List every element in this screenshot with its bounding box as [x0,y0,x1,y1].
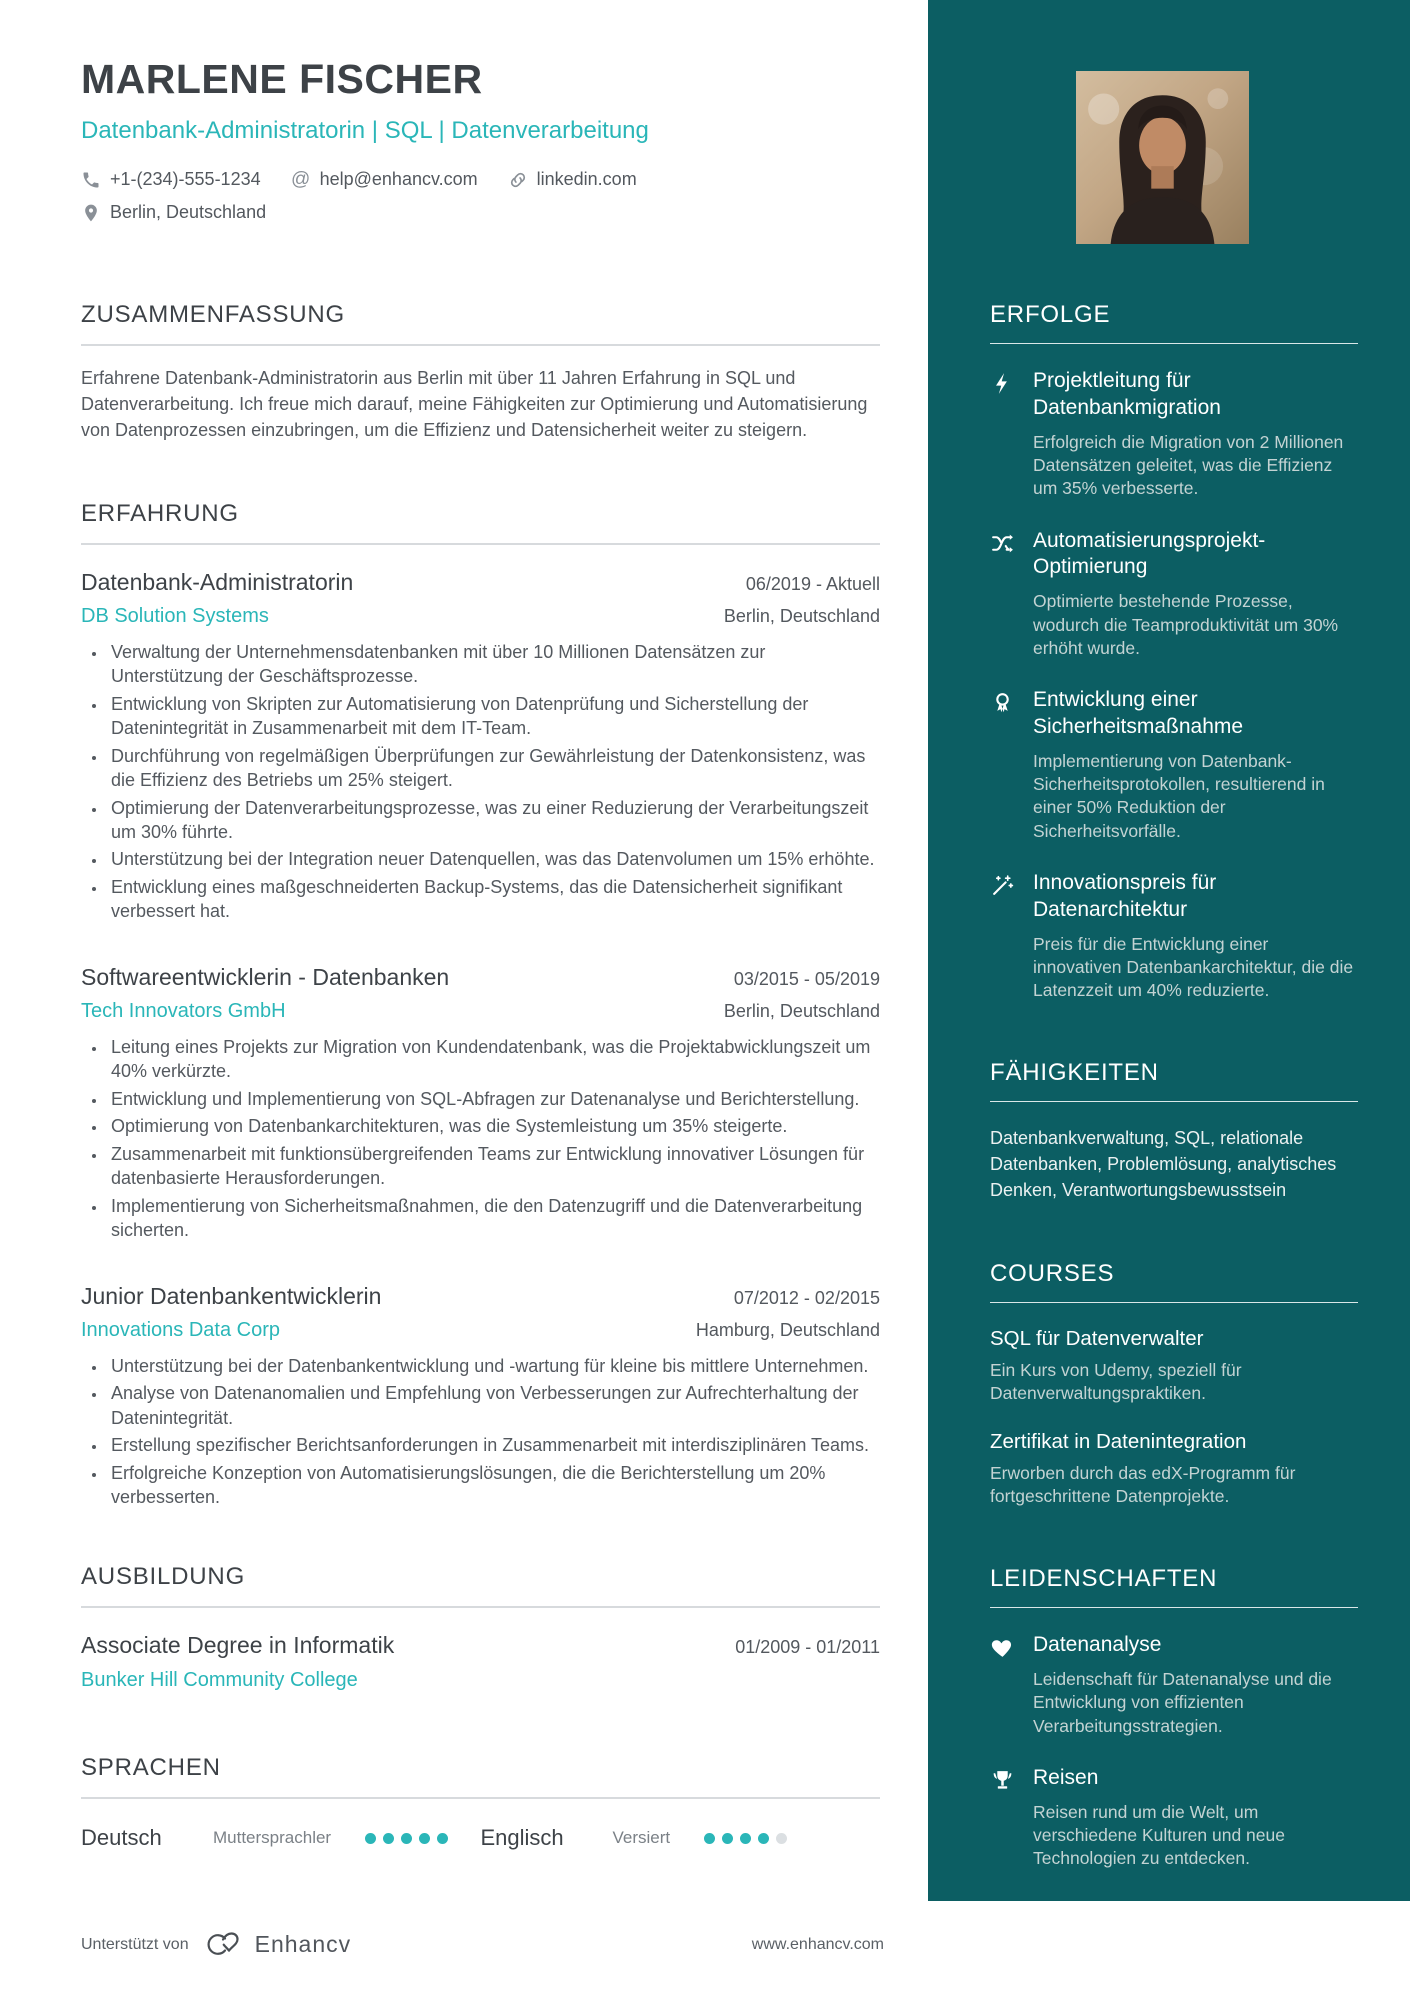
job-bullet: • Optimierung der Datenverarbeitungsprozesse, was zu einer Reduzierung der Verarbeitungszeit um 30% führte. [107,796,880,845]
job-entry [81,569,880,924]
job-bullets [81,640,880,924]
rating-dot [383,1833,394,1844]
job-title: Junior Datenbankentwicklerin [81,1282,382,1309]
link-value[interactable]: linkedin.com [536,169,637,189]
education-heading: AUSBILDUNG [81,1563,880,1608]
rating-dot [722,1833,733,1844]
contact-row [81,169,880,190]
passion-item [990,1765,1358,1871]
location-row [81,202,880,223]
job-bullet: • Optimierung von Datenbankarchitekturen, was die Systemleistung um 35% steigerte. [107,1114,880,1138]
language-level: Muttersprachler [213,1828,332,1848]
job-dates: 07/2012 - 02/2015 [733,1287,880,1308]
enhancv-logo-icon[interactable] [201,1931,243,1958]
skills-text: Datenbankverwaltung, SQL, relationale Datenbanken, Problemlösung, analytisches Denken, Verantwortungsbewusstsein [990,1128,1337,1200]
phone-contact [81,169,261,190]
course-item [990,1430,1358,1509]
language-name: Deutsch [81,1825,162,1851]
page-footer [0,1901,1410,1958]
achievement-text: Optimierte bestehende Prozesse, wodurch die Teamproduktivität um 30% erhöht wurde. [1033,591,1339,658]
enhancv-wordmark[interactable]: Enhancv [254,1931,352,1957]
language-item [81,1825,481,1851]
rating-dot [776,1833,787,1844]
rating-dot [704,1833,715,1844]
courses-heading: COURSES [990,1260,1358,1303]
section-experience [81,500,880,1510]
achievement-item [990,368,1358,501]
job-bullet: • Entwicklung und Implementierung von SQL-Abfragen zur Datenanalyse und Berichterstellung. [107,1087,880,1111]
section-summary [81,301,880,444]
achievement-item [990,687,1358,843]
job-location: Hamburg, Deutschland [695,1319,880,1340]
language-name: Englisch [480,1825,564,1851]
location-value: Berlin, Deutschland [110,202,267,222]
phone-icon [81,170,101,190]
powered-by-label: Unterstützt von [81,1935,189,1953]
job-bullet: • Unterstützung bei der Integration neuer Datenquellen, was das Datenvolumen um 15% erhöhte. [107,847,880,871]
website-link[interactable]: www.enhancv.com [751,1935,884,1953]
section-courses [990,1260,1358,1508]
language-rating [365,1833,448,1844]
achievement-text: Erfolgreich die Migration von 2 Millionen Datensätzen geleitet, was die Effizienz um 35% verbesserte. [1033,431,1344,499]
passion-title: Datenanalyse [1033,1633,1162,1657]
achievement-text: Implementierung von Datenbank-Sicherheitsprotokollen, resultierend in einer 50% Reduktion der Sicherheitsvorfälle. [1033,750,1325,841]
passion-text: Reisen rund um die Welt, um verschiedene Kulturen und neue Technologien zu entdecken. [1033,1801,1285,1869]
experience-heading: ERFAHRUNG [81,500,880,545]
achievement-text: Preis für die Entwicklung einer innovativen Datenbankarchitektur, die die Latenzzeit um 40% reduzierte. [1033,933,1354,1001]
job-bullets [81,1354,880,1510]
job-title: Softwareentwicklerin - Datenbanken [81,963,450,990]
job-title: Datenbank-Administratorin [81,568,354,595]
achievement-item [990,870,1358,1003]
passions-heading: LEIDENSCHAFTEN [990,1565,1358,1608]
passion-text: Leidenschaft für Datenanalyse und die Entwicklung von effizienten Verarbeitungsstrategien. [1033,1669,1332,1736]
job-bullet: • Erfolgreiche Konzeption von Automatisierungslösungen, die die Berichterstellung um 20% verbesserten. [107,1461,880,1510]
lightning-icon [990,368,1015,501]
person-name: MARLENE FISCHER [81,56,483,102]
email-value[interactable]: help@enhancv.com [319,169,478,189]
resume-header [81,56,880,223]
job-company: DB Solution Systems [81,604,269,627]
section-languages [81,1754,880,1851]
job-bullet: • Entwicklung eines maßgeschneiderten Backup-Systems, das die Datensicherheit signifikant verbessert hat. [107,875,880,924]
job-bullet: • Zusammenarbeit mit funktionsübergreifenden Teams zur Entwicklung innovativer Lösungen für datenbasierte Herausforderungen. [107,1142,880,1191]
job-company: Innovations Data Corp [81,1318,281,1341]
course-item [990,1327,1358,1406]
job-bullet: • Leitung eines Projekts zur Migration von Kundendatenbank, was die Projektabwicklungszeit um 40% verkürzte. [107,1035,880,1084]
route-icon [990,528,1015,661]
rating-dot [437,1833,448,1844]
achievement-item [990,528,1358,661]
languages-heading: SPRACHEN [81,1754,880,1799]
degree-title: Associate Degree in Informatik [81,1632,395,1659]
skills-heading: FÄHIGKEITEN [990,1059,1358,1102]
achievements-heading: ERFOLGE [990,301,1358,344]
achievement-title: Automatisierungsprojekt-Optimierung [1033,528,1266,579]
language-level: Versiert [612,1828,671,1848]
email-contact[interactable] [291,169,478,190]
rating-dot [419,1833,430,1844]
course-text: Ein Kurs von Udemy, speziell für Datenverwaltungspraktiken. [990,1360,1242,1404]
rating-dot [740,1833,751,1844]
achievement-title: Innovationspreis für Datenarchitektur [1033,870,1217,921]
heart-icon [990,1632,1015,1738]
powered-by [81,1931,351,1958]
phone-value: +1-(234)-555-1234 [110,169,261,189]
wand-icon [990,870,1015,1003]
job-entry [81,1283,880,1510]
passion-title: Reisen [1033,1765,1099,1789]
sidebar [928,0,1410,1901]
job-bullet: • Entwicklung von Skripten zur Automatisierung von Datenprüfung und Sicherstellung der Datenintegrität in Zusammenarbeit mit dem IT-Team. [107,692,880,741]
rating-dot [365,1833,376,1844]
trophy-icon [990,1765,1015,1871]
summary-heading: ZUSAMMENFASSUNG [81,301,880,346]
rating-dot [758,1833,769,1844]
headline: Datenbank-Administratorin | SQL | Datenverarbeitung [81,117,649,144]
course-text: Erworben durch das edX-Programm für fortgeschrittene Datenprojekte. [990,1462,1296,1506]
medal-icon [990,687,1015,843]
job-dates: 06/2019 - Aktuell [745,573,880,594]
section-passions [990,1565,1358,1870]
summary-text: Erfahrene Datenbank-Administratorin aus Berlin mit über 11 Jahren Erfahrung in SQL und Datenverarbeitung. Ich freue mich darauf, meine Fähigkeiten zur Optimierung und Automatisierung von Datenprozessen einzubringen, um die Effizienz und Datensicherheit weiter zu steigern. [81,368,868,440]
location-contact [81,202,266,223]
link-icon [508,170,528,190]
passion-item [990,1632,1358,1738]
job-bullet: • Verwaltung der Unternehmensdatenbanken mit über 10 Millionen Datensätzen zur Unterstützung der Geschäftsprozesse. [107,640,880,689]
language-item [481,1825,881,1851]
section-skills [990,1059,1358,1203]
link-contact[interactable] [508,169,637,190]
achievement-title: Projektleitung für Datenbankmigration [1033,369,1221,419]
job-bullet: • Durchführung von regelmäßigen Überprüfungen zur Gewährleistung der Datenkonsistenz, was die Effizienz des Betriebs um 25% steigert. [107,744,880,793]
job-bullets [81,1035,880,1243]
at-icon: @ [290,169,311,190]
job-company: Tech Innovators GmbH [81,999,286,1022]
education-entry [81,1632,880,1692]
degree-dates: 01/2009 - 01/2011 [735,1637,880,1658]
school-name: Bunker Hill Community College [81,1669,358,1692]
course-title: SQL für Datenverwalter [990,1327,1204,1351]
job-location: Berlin, Deutschland [723,1000,880,1021]
rating-dot [401,1833,412,1844]
job-dates: 03/2015 - 05/2019 [733,968,880,989]
language-row [81,1825,880,1851]
profile-photo [1076,71,1249,244]
section-achievements [990,301,1358,1002]
job-bullet: • Analyse von Datenanomalien und Empfehlung von Verbesserungen zur Aufrechterhaltung der Datenintegrität. [107,1381,880,1430]
section-education [81,1563,880,1692]
achievement-title: Entwicklung einer Sicherheitsmaßnahme [1033,688,1244,738]
job-bullet: • Erstellung spezifischer Berichtsanforderungen in Zusammenarbeit mit interdisziplinären Teams. [107,1433,880,1457]
language-rating [704,1833,787,1844]
job-location: Berlin, Deutschland [723,605,880,626]
location-pin-icon [81,203,101,223]
job-entry [81,964,880,1243]
job-bullet: • Implementierung von Sicherheitsmaßnahmen, die den Datenzugriff und die Datenverarbeitung sicherten. [107,1194,880,1243]
course-title: Zertifikat in Datenintegration [990,1429,1247,1453]
job-bullet: • Unterstützung bei der Datenbankentwicklung und -wartung für kleine bis mittlere Unternehmen. [107,1354,880,1378]
